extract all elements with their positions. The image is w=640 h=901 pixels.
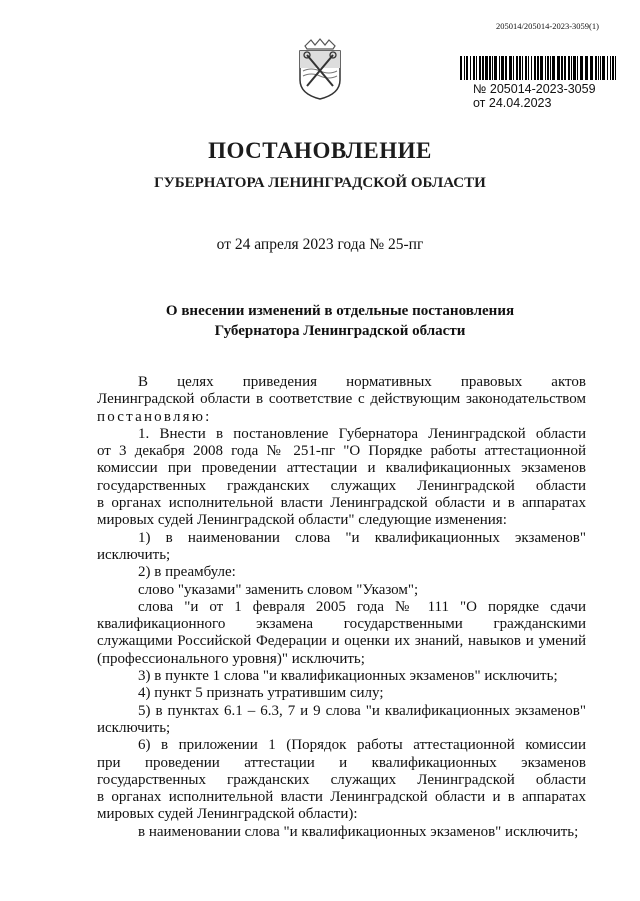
body-line: государственных гражданских служащих Ленинградской области <box>97 771 586 788</box>
body-line: Ленинградской области в соответствие с действующим законодательством <box>97 391 586 408</box>
body-line: постановляю: <box>97 408 212 425</box>
heading-line: О внесении изменений в отдельные постановления <box>165 303 515 319</box>
body-line: 3) в пункте 1 слова "и квалификационных экзаменов" исключить; <box>138 668 558 685</box>
heading-line: Губернатора Ленинградской области <box>214 323 466 339</box>
document-subtitle: ГУБЕРНАТОРА ЛЕНИНГРАДСКОЙ ОБЛАСТИ <box>154 175 486 191</box>
barcode-image <box>460 56 618 80</box>
document-reference-code: 205014/205014-2023-3059(1) <box>496 21 599 31</box>
document-body <box>97 374 586 841</box>
body-line: 6) в приложении 1 (Порядок работы аттестационной комиссии <box>138 737 586 754</box>
body-line: (профессионального уровня)" исключить; <box>97 650 365 667</box>
body-line: исключить; <box>97 546 171 563</box>
body-line: 5) в пунктах 6.1 – 6.3, 7 и 9 слова "и квалификационных экзаменов" <box>138 702 586 719</box>
body-line: исключить; <box>97 719 171 736</box>
body-line: 1. Внести в постановление Губернатора Ленинградской области <box>138 425 586 442</box>
body-line: мировых судей Ленинградской области" следующие изменения: <box>97 512 507 529</box>
document-title: ПОСТАНОВЛЕНИЕ <box>208 138 432 163</box>
body-line: слова "и от 1 февраля 2005 года № 111 "О порядке сдачи <box>138 598 586 615</box>
registration-date: от 24.04.2023 <box>473 96 552 110</box>
body-line: служащими Российской Федерации и оценки их знаний, навыков и умений <box>97 633 586 650</box>
body-line: квалификационного экзамена государственными гражданскими <box>97 616 586 633</box>
body-line: государственных гражданских служащих Ленинградской области <box>97 477 586 494</box>
body-line: 1) в наименовании слова "и квалификационных экзаменов" <box>138 529 586 546</box>
body-line: при проведении аттестации и квалификационных экзаменов <box>97 754 586 771</box>
body-line: в наименовании слова "и квалификационных экзаменов" исключить; <box>138 823 579 840</box>
body-line: в органах исполнительной власти Ленинградской области и в аппаратах <box>97 495 586 512</box>
body-line: комиссии при проведении аттестации и квалификационных экзаменов <box>97 460 586 477</box>
document-heading <box>100 301 580 341</box>
coat-of-arms-emblem <box>297 38 343 100</box>
body-line: от 3 декабря 2008 года № 251-пг "О Порядке работы аттестационной <box>97 443 586 460</box>
registration-number: № 205014-2023-3059 <box>473 82 596 96</box>
body-line: слово "указами" заменить словом "Указом"; <box>138 581 419 598</box>
body-line: в органах исполнительной власти Ленинградской области и в аппаратах <box>97 789 586 806</box>
document-date-number: от 24 апреля 2023 года № 25-пг <box>216 236 424 253</box>
body-line: 2) в преамбуле: <box>138 564 236 581</box>
body-line: 4) пункт 5 признать утратившим силу; <box>138 685 384 702</box>
body-line: В целях приведения нормативных правовых актов <box>138 374 586 390</box>
body-line: мировых судей Ленинградской области): <box>97 806 358 823</box>
